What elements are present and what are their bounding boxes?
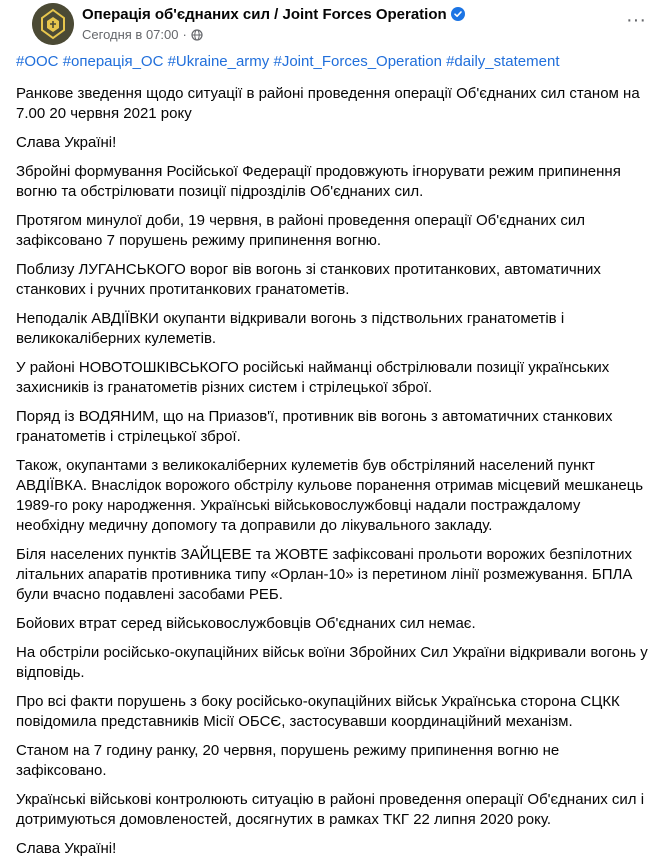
post-paragraph: Збройні формування Російської Федерації продовжують ігнорувати режим припинення вогню та обстрілювати позиції підрозділів Об'єднаних сил. bbox=[16, 163, 621, 200]
post-paragraph: Станом на 7 годину ранку, 20 червня, порушень режиму припинення вогню не зафіксовано. bbox=[16, 742, 560, 779]
more-options-button[interactable] bbox=[624, 10, 648, 34]
post-paragraph: Ранкове зведення щодо ситуації в районі проведення операції Об'єднаних сил станом на 7.00 20 червня 2021 року bbox=[16, 85, 640, 122]
hashtag-link[interactable]: #daily_statement bbox=[446, 53, 560, 70]
joint-forces-emblem-icon bbox=[32, 3, 74, 45]
post-header bbox=[16, 0, 664, 46]
more-icon: ··· bbox=[626, 9, 646, 31]
post-paragraph: На обстріли російсько-окупаційних військ воїни Збройних Сил України відкривали вогонь у відповідь. bbox=[16, 644, 648, 681]
post-paragraph: Також, окупантами з великокаліберних кулеметів був обстріляний населений пункт АВДІЇВКА. Внаслідок ворожого обстрілу кульове поранення отримав місцевий мешканець 1989-го року народження. Українські військовослужбовці надали постраждалому необхідну медичну допомогу та доправили до лікувального закладу. bbox=[16, 457, 644, 534]
timestamp[interactable]: Сегодня в 07:00 bbox=[82, 27, 179, 42]
hashtag-link[interactable]: #ООС bbox=[16, 53, 59, 70]
post-meta bbox=[82, 27, 203, 42]
post-paragraph: Слава Україні! bbox=[16, 840, 117, 857]
post-body bbox=[16, 52, 652, 868]
post-paragraph: Неподалік АВДІЇВКИ окупанти відкривали вогонь з підствольних гранатометів і великокаліберних кулеметів. bbox=[16, 310, 565, 347]
hashtags bbox=[16, 52, 652, 72]
post-paragraph: Протягом минулої доби, 19 червня, в районі проведення операції Об'єднаних сил зафіксовано 7 порушень режиму припинення вогню. bbox=[16, 212, 586, 249]
hashtag-link[interactable]: #Ukraine_army bbox=[167, 53, 270, 70]
post-paragraph: Поблизу ЛУГАНСЬКОГО ворог вів вогонь зі станкових протитанкових, автоматичних станкових і ручних протитанкових гранатометів. bbox=[16, 261, 601, 298]
separator-dot: · bbox=[182, 27, 187, 42]
post-paragraph: Про всі факти порушень з боку російсько-окупаційних військ Українська сторона СЦКК повідомила представників Місії ОБСЄ, застосувавши координаційний механізм. bbox=[16, 693, 620, 730]
post-paragraph: У районі НОВОТОШКІВСЬКОГО російські найманці обстрілювали позиції українських захисників із гранатометів різних систем і стрілецької зброї. bbox=[16, 359, 610, 396]
verified-badge-icon bbox=[451, 7, 465, 21]
post-paragraph: Бойових втрат серед військовослужбовців Об'єднаних сил немає. bbox=[16, 615, 476, 632]
avatar[interactable] bbox=[32, 3, 74, 45]
post-paragraph: Слава Україні! bbox=[16, 134, 117, 151]
hashtag-link[interactable]: #Joint_Forces_Operation bbox=[273, 53, 442, 70]
post-paragraph: Поряд із ВОДЯНИМ, що на Приазов'ї, противник вів вогонь з автоматичних станкових гранатометів і стрілецької зброї. bbox=[16, 408, 613, 445]
page-name-text[interactable]: Операція об'єднаних сил / Joint Forces Operation bbox=[82, 6, 447, 23]
page-name[interactable] bbox=[82, 6, 465, 23]
globe-icon[interactable] bbox=[191, 29, 203, 41]
post-paragraph: Українські військові контролюють ситуацію в районі проведення операції Об'єднаних сил і дотримуються домовленостей, досягнутих в рамках ТКГ 22 липня 2020 року. bbox=[16, 791, 645, 828]
post-paragraph: Біля населених пунктів ЗАЙЦЕВЕ та ЖОВТЕ зафіксовані прольоти ворожих безпілотних літальних апаратів противника типу «Орлан-10» із перетином лінії розмежування. БПЛА були вчасно подавлені засобами РЕБ. bbox=[16, 546, 633, 603]
hashtag-link[interactable]: #операція_ОС bbox=[62, 53, 164, 70]
